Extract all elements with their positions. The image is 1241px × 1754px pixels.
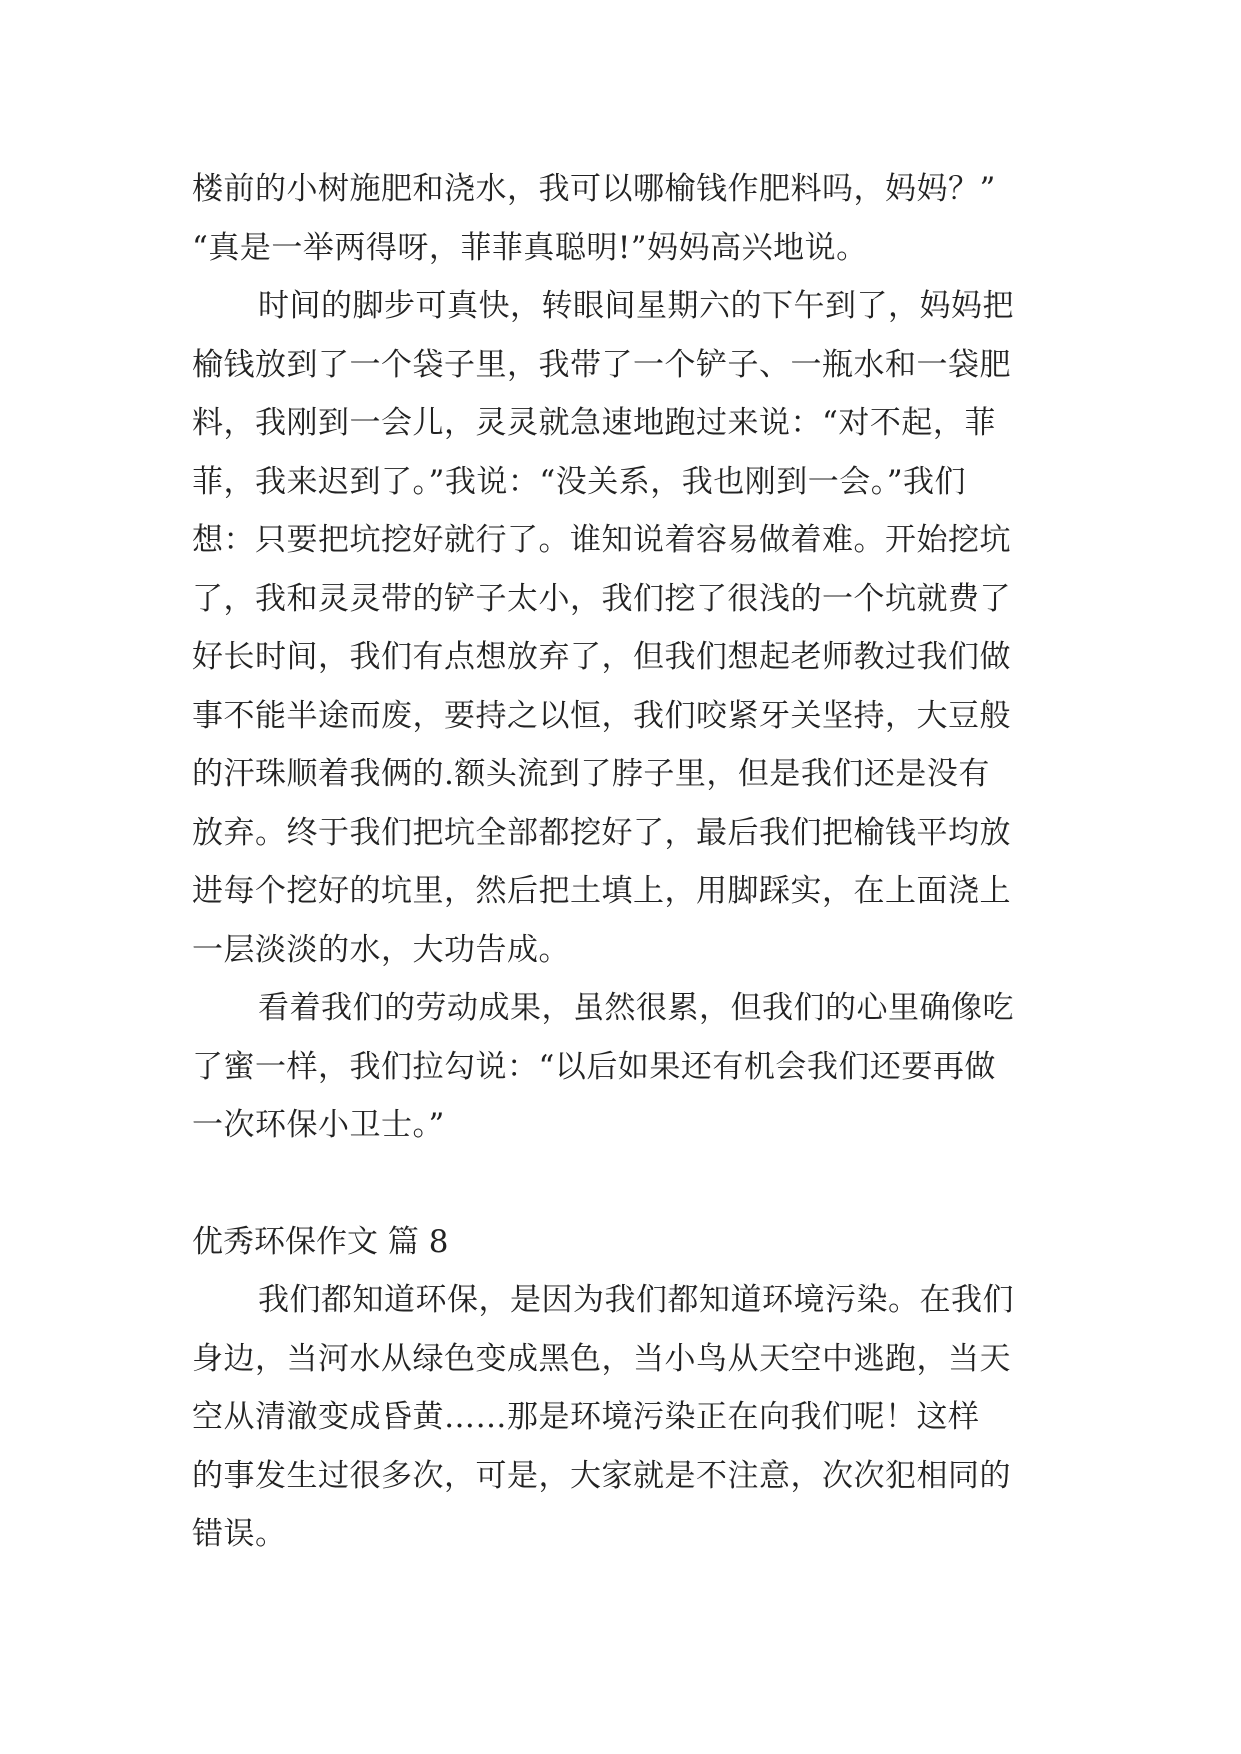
text-line: 榆钱放到了一个袋子里，我带了一个铲子、一瓶水和一袋肥: [192, 346, 1011, 383]
section-gap: [192, 1155, 1052, 1213]
text-line: 好长时间，我们有点想放弃了，但我们想起老师教过我们做: [192, 639, 1011, 675]
paragraph-start-line: 我们都知道环保，是因为我们都知道环境污染。在我们: [258, 1282, 1014, 1318]
text-line: “真是一举两得呀，菲菲真聪明!”妈妈高兴地说。: [192, 229, 868, 266]
text-line: 一层淡淡的水，大功告成。: [192, 931, 570, 968]
text-line: 身边，当河水从绿色变成黑色，当小鸟从天空中逃跑，当天: [192, 1340, 1011, 1377]
text-line: 进每个挖好的坑里，然后把土填上，用脚踩实，在上面浇上: [192, 873, 1011, 909]
paragraph-start-line: 看着我们的劳动成果，虽然很累，但我们的心里确像吃: [258, 990, 1014, 1026]
text-line: 了蜜一样，我们拉勾说：“以后如果还有机会我们还要再做: [192, 1048, 996, 1085]
text-line: 空从清澈变成昏黄……那是环境污染正在向我们呢！这样: [192, 1399, 980, 1435]
text-line: 的事发生过很多次，可是，大家就是不注意，次次犯相同的: [192, 1457, 1011, 1494]
text-line: 一次环保小卫士。”: [192, 1107, 445, 1143]
text-line: 菲，我来迟到了。”我说：“没关系，我也刚到一会。”我们: [192, 463, 967, 500]
text-line: 事不能半途而废，要持之以恒，我们咬紧牙关坚持，大豆般: [192, 697, 1011, 734]
section-heading: 优秀环保作文 篇 8: [192, 1223, 449, 1260]
document-page: [192, 160, 1052, 1564]
text-line: 楼前的小树施肥和浇水，我可以哪榆钱作肥料吗，妈妈？”: [192, 171, 996, 207]
paragraph-start-line: 时间的脚步可真快，转眼间星期六的下午到了，妈妈把: [258, 288, 1014, 324]
text-line: 想：只要把坑挖好就行了。谁知说着容易做着难。开始挖坑: [192, 522, 1011, 558]
text-line: 了，我和灵灵带的铲子太小，我们挖了很浅的一个坑就费了: [192, 580, 1011, 617]
text-line: 错误。: [192, 1516, 287, 1552]
text-line: 料，我刚到一会儿，灵灵就急速地跑过来说：“对不起，菲: [192, 405, 996, 441]
text-line: 的汗珠顺着我俩的.额头流到了脖子里，但是我们还是没有: [192, 756, 990, 792]
text-line: 放弃。终于我们把坑全部都挖好了，最后我们把榆钱平均放: [192, 814, 1011, 851]
